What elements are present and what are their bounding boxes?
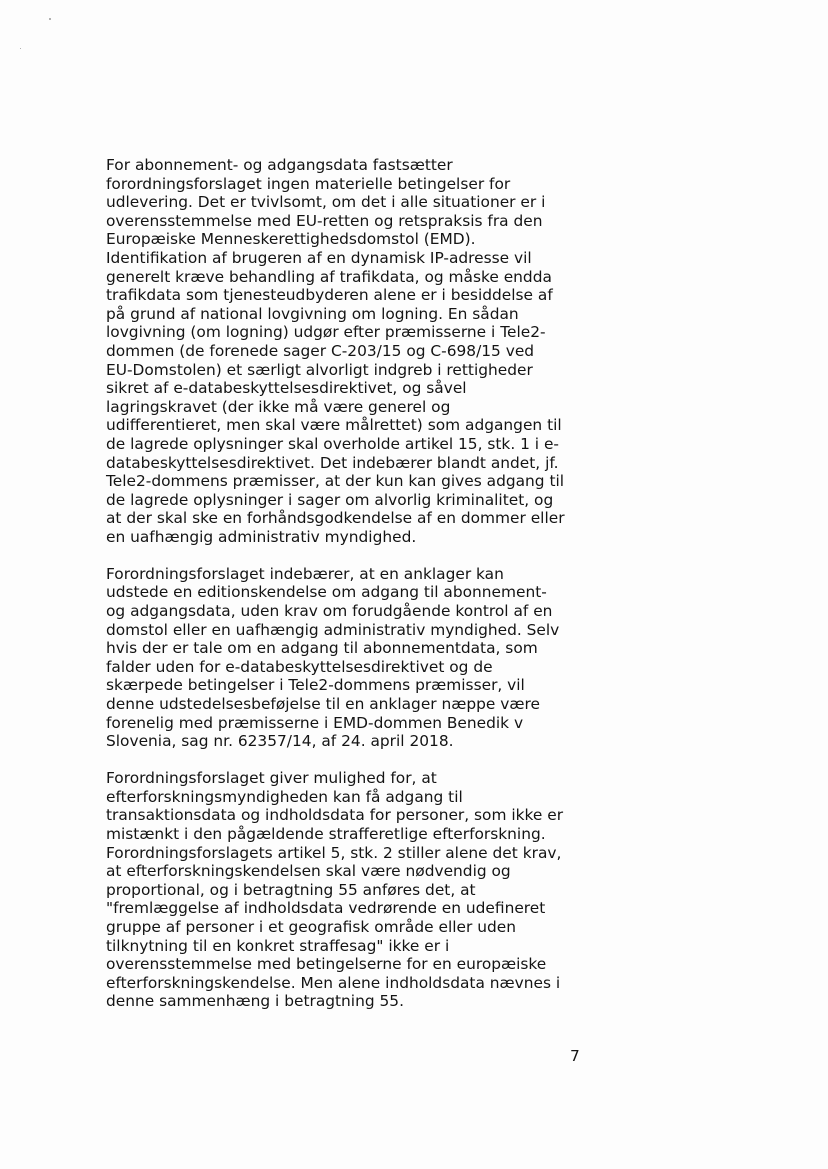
text-line: tilknytning til en konkret straffesag" ikke er i (106, 936, 450, 955)
text-line: domstol eller en uafhængig administrativ myndighed. Selv (106, 620, 560, 639)
text-line: databeskyttelsesdirektivet. Det indebærer blandt andet, jf. (106, 453, 559, 472)
text-line: Forordningsforslagets artikel 5, stk. 2 stiller alene det krav, (106, 843, 562, 862)
text-line: denne sammenhæng i betragtning 55. (106, 992, 404, 1011)
text-line: dommen (de forenede sager C-203/15 og C-698/15 ved (106, 341, 535, 360)
text-line: mistænkt i den pågældende strafferetlige efterforskning. (106, 824, 546, 843)
text-line: efterforskningskendelse. Men alene indholdsdata nævnes i (106, 973, 561, 992)
text-line: de lagrede oplysninger skal overholde artikel 15, stk. 1 i e- (106, 434, 559, 453)
text-line: efterforskningsmyndigheden kan få adgang til (106, 787, 463, 806)
text-line: lagringskravet (der ikke må være generel og (106, 397, 451, 416)
text-line: lovgivning (om logning) udgør efter præmisserne i Tele2- (106, 323, 546, 342)
text-line: Slovenia, sag nr. 62357/14, af 24. april 2018. (106, 732, 454, 751)
text-line: overensstemmelse med EU-retten og retspraksis fra den (106, 211, 543, 230)
text-line: forordningsforslaget ingen materielle betingelser for (106, 174, 511, 193)
text-line: transaktionsdata og indholdsdata for personer, som ikke er (106, 806, 564, 825)
text-line: For abonnement- og adgangsdata fastsætter (106, 156, 453, 174)
text-line: EU-Domstolen) et særligt alvorligt indgreb i rettigheder (106, 360, 533, 379)
text-line: proportional, og i betragtning 55 anføres det, at (106, 880, 476, 899)
text-line: forenelig med præmisserne i EMD-dommen Benedik v (106, 713, 524, 732)
text-line: udlevering. Det er tvivlsomt, om det i alle situationer er i (106, 193, 546, 212)
text-line: denne udstedelsesbeføjelse til en anklager næppe være (106, 695, 540, 714)
text-line: og adgangsdata, uden krav om forudgående kontrol af en (106, 602, 553, 621)
text-line: trafikdata som tjenesteudbyderen alene er i besiddelse af (106, 286, 553, 305)
text-line: at efterforskningskendelsen skal være nødvendig og (106, 862, 511, 881)
paragraph-2 (106, 565, 592, 751)
text-line: Forordningsforslaget giver mulighed for, at (106, 769, 437, 788)
text-line: på grund af national lovgivning om logning. En sådan (106, 304, 519, 323)
text-line: hvis der er tale om en adgang til abonnementdata, som (106, 639, 538, 658)
paragraph-3 (106, 769, 592, 1011)
text-line: udstede en editionskendelse om adgang til abonnement- (106, 583, 547, 602)
text-line: falder uden for e-databeskyttelsesdirektivet og de (106, 657, 493, 676)
text-line: sikret af e-databeskyttelsesdirektivet, og såvel (106, 379, 467, 398)
text-line: Tele2-dommens præmisser, at der kun kan gives adgang til (106, 472, 565, 491)
text-line: skærpede betingelser i Tele2-dommens præmisser, vil (106, 676, 525, 695)
body-text (106, 156, 592, 1029)
text-line: Identifikation af brugeren af en dynamisk IP-adresse vil (106, 248, 532, 267)
text-line: udifferentieret, men skal være målrettet) som adgangen til (106, 416, 562, 435)
text-line: at der skal ske en forhåndsgodkendelse af en dommer eller (106, 509, 565, 528)
page-number: 7 (570, 1047, 580, 1065)
text-line: Europæiske Menneskerettighedsdomstol (EMD). (106, 230, 476, 249)
scan-speck (49, 18, 51, 20)
text-line: de lagrede oplysninger i sager om alvorlig kriminalitet, og (106, 490, 554, 509)
text-line: Forordningsforslaget indebærer, at en anklager kan (106, 564, 504, 583)
text-line: "fremlæggelse af indholdsdata vedrørende en udefineret (106, 899, 546, 918)
scan-speck (20, 48, 21, 49)
text-line: generelt kræve behandling af trafikdata, og måske endda (106, 267, 552, 286)
paragraph-1 (106, 156, 592, 546)
text-line: en uafhængig administrativ myndighed. (106, 527, 417, 546)
text-line: gruppe af personer i et geografisk område eller uden (106, 917, 516, 936)
text-line: overensstemmelse med betingelserne for en europæiske (106, 955, 547, 974)
